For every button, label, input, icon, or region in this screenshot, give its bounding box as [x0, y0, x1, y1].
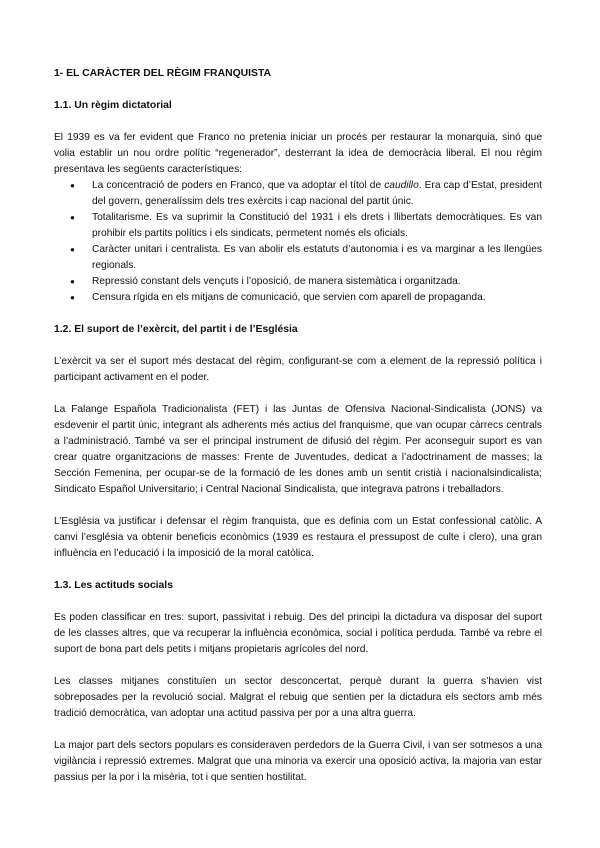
- list-item: [70, 178, 542, 210]
- list-item-text: Censura rígida en els mitjans de comunicació, que servien com aparell de propaganda.: [92, 292, 486, 303]
- bullet-icon: ●: [70, 277, 75, 286]
- bullet-icon: ●: [70, 181, 75, 190]
- list-item: [70, 290, 542, 306]
- list-item-emphasis: caudillo: [384, 180, 419, 191]
- document-title: 1- EL CARÀCTER DEL RÈGIM FRANQUISTA: [54, 68, 272, 79]
- list-item-text: Totalitarisme. Es va suprimir la Constitució del 1931 i els drets i llibertats democràtiques. Es van prohibir els partits polítics i els sindicats, permetent només els oficials.: [92, 212, 542, 239]
- bullet-icon: ●: [70, 245, 75, 254]
- bullet-icon: ●: [70, 293, 75, 302]
- list-item-text: . Era cap d’Estat, president del govern, generalíssim dels tres exèrcits i cap nacional del partit únic.: [92, 180, 542, 207]
- section-3-paragraph-popular: La major part dels sectors populars es consideraven perdedors de la Guerra Civil, i van ser sotmesos a una vigilància i repressió extremes. Malgrat que una minoria va exercir una oposició activa, la majoria van estar passius per la por i la misèria, tot i que sentien hostilitat.: [54, 740, 542, 783]
- section-3-title: 1.3. Les actituds socials: [54, 580, 173, 591]
- section-2-paragraph-army: L’exèrcit va ser el suport més destacat del règim, configurant-se com a element de la repressió política i participant activament en el poder.: [54, 356, 542, 383]
- list-item: [70, 274, 542, 290]
- document-page: [54, 66, 542, 802]
- list-item: [70, 242, 542, 274]
- section-1-intro: El 1939 es va fer evident que Franco no pretenia iniciar un procés per restaurar la monarquia, sinó que volia establir un nou ordre polític “regenerador”, desterrant la idea de democràcia liberal. El nou règim presentava les següents característiques:: [54, 132, 542, 175]
- section-1-list: [54, 178, 542, 306]
- bullet-icon: ●: [70, 213, 75, 222]
- section-2-paragraph-church: L’Església va justificar i defensar el règim franquista, que es definia com un Estat confessional catòlic. A canvi l’església va obtenir beneficis econòmics (1939 es restaura el pressupost de culte i clero), una gran influència en l’educació i la imposició de la moral catòlica.: [54, 516, 542, 559]
- section-2-paragraph-party: La Falange Española Tradicionalista (FET) i las Juntas de Ofensiva Nacional-Sindicalista (JONS) va esdevenir el partit únic, integrant als adherents més actius del franquisme, que van ocupar càrrecs centrals a l’administració. També va ser el principal instrument de difusió del règim. Per aconseguir suport es van crear quatre organitzacions de masses: Frente de Juventudes, dedicat a l’adoctrinament de masses; la Sección Femenina, per ocupar-se de la formació de les dones amb un sentit cristià i nacionalsindicalista; Sindicato Español Universitario; i Central Nacional Sindicalista, que integrava patrons i treballadors.: [54, 404, 542, 495]
- list-item-text: La concentració de poders en Franco, que va adoptar el títol de: [92, 180, 385, 191]
- section-1-title: 1.1. Un règim dictatorial: [54, 100, 172, 111]
- section-3-paragraph-support: Es poden classificar en tres: suport, passivitat i rebuig. Des del principi la dictadura va disposar del suport de les classes altres, que va recuperar la influència econòmica, social i política perduda. També va rebre el suport de bona part dels petits i mitjans propietaris agrícoles del nord.: [54, 612, 542, 655]
- section-3-paragraph-middle-class: Les classes mitjanes constituïen un sector desconcertat, perquè durant la guerra s’havien vist sobreposades per la revolució social. Malgrat el rebuig que sentien per la dictadura els sectors amb més tradició democràtica, van adoptar una actitud passiva per por a una altra guerra.: [54, 676, 542, 719]
- list-item-text: Caràcter unitari i centralista. Es van abolir els estatuts d’autonomia i es va marginar a les llengües regionals.: [92, 244, 542, 271]
- list-item: [70, 210, 542, 242]
- list-item-text: Repressió constant dels vençuts i l’oposició, de manera sistemàtica i organitzada.: [92, 276, 461, 287]
- section-2-title: 1.2. El suport de l’exèrcit, del partit i de l’Església: [54, 324, 298, 335]
